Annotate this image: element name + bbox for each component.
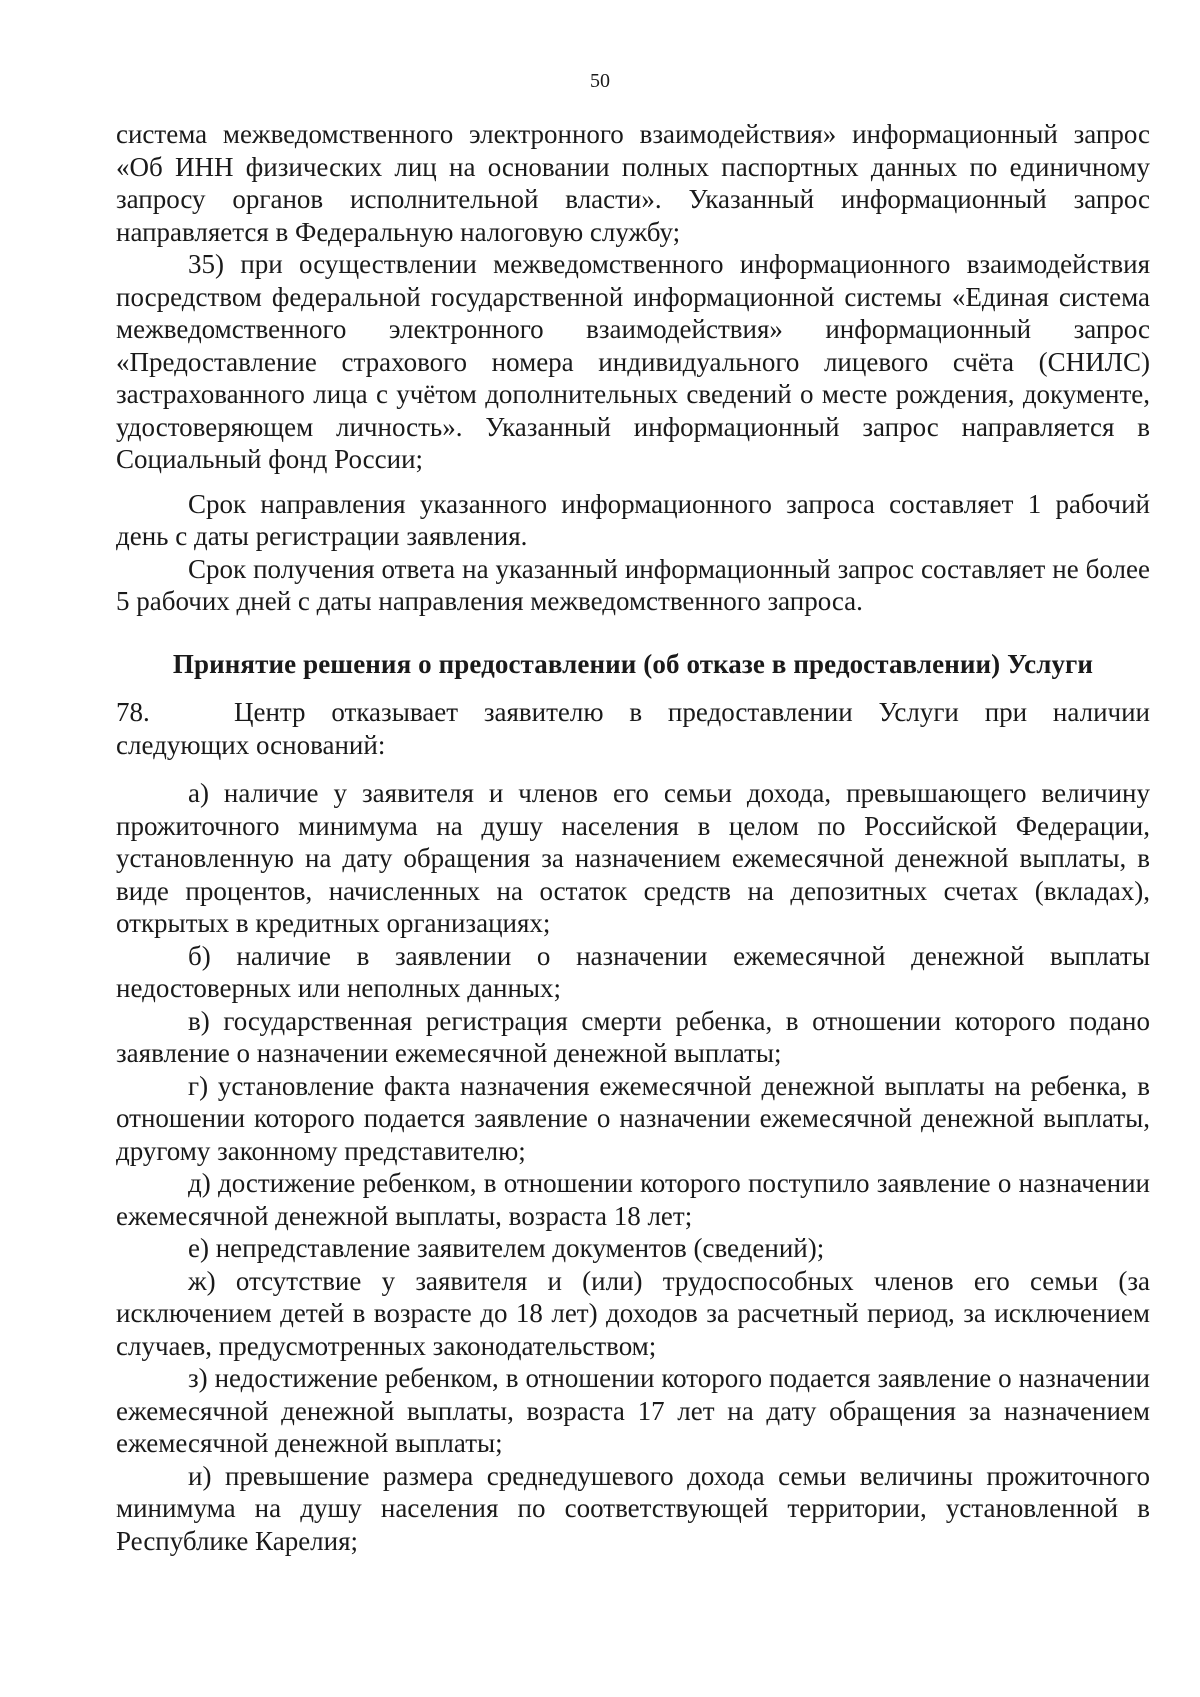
paragraph-continuation: система межведомственного электронного взаимодействия» информационный запрос «Об ИНН физических лиц на основании полных паспортных данных по единичному запросу органов исполнительной власти». Указанный информационный запрос направляется в Федеральную налоговую службу; bbox=[116, 119, 1150, 247]
section-heading: Принятие решения о предоставлении (об отказе в предоставлении) Услуги bbox=[172, 648, 1094, 679]
item-78-number: 78. bbox=[116, 697, 150, 727]
item-78-text: Центр отказывает заявителю в предоставлении Услуги при наличии следующих оснований: bbox=[116, 697, 1150, 760]
ground-item-g: г) установление факта назначения ежемесячной денежной выплаты на ребенка, в отношении которого подается заявление о назначении ежемесячной денежной выплаты, другому законному представителю; bbox=[116, 1070, 1150, 1166]
ground-item-v: в) государственная регистрация смерти ребенка, в отношении которого подано заявление о назначении ежемесячной денежной выплаты; bbox=[116, 1005, 1150, 1068]
ground-item-zh: ж) отсутствие у заявителя и (или) трудоспособных членов его семьи (за исключением детей в возрасте до 18 лет) доходов за расчетный период, за исключением случаев, предусмотренных законодательством; bbox=[116, 1265, 1150, 1361]
ground-item-b: б) наличие в заявлении о назначении ежемесячной денежной выплаты недостоверных или неполных данных; bbox=[116, 940, 1150, 1003]
ground-item-i: и) превышение размера среднедушевого дохода семьи величины прожиточного минимума на душу населения по соответствующей территории, установленной в Республике Карелия; bbox=[116, 1460, 1150, 1556]
page-number: 50 bbox=[590, 70, 610, 92]
ground-item-e: е) непредставление заявителем документов (сведений); bbox=[188, 1233, 825, 1263]
paragraph-item-35: 35) при осуществлении межведомственного информационного взаимодействия посредством федеральной государственной информационной системы «Единая система межведомственного электронного взаимодействия» информационный запрос «Предоставление страхового номера индивидуального лицевого счёта (СНИЛС) застрахованного лица с учётом дополнительных сведений о месте рождения, документе, удостоверяющем личность». Указанный информационный запрос направляется в Социальный фонд России; bbox=[116, 249, 1150, 474]
paragraph-item-78 bbox=[116, 696, 1150, 761]
document-body bbox=[116, 118, 1150, 1557]
paragraph-request-term: Срок направления указанного информационного запроса составляет 1 рабочий день с даты регистрации заявления. bbox=[116, 488, 1150, 551]
ground-item-d: д) достижение ребенком, в отношении которого поступило заявление о назначении ежемесячной денежной выплаты, возраста 18 лет; bbox=[116, 1168, 1150, 1231]
ground-item-a: а) наличие у заявителя и членов его семьи дохода, превышающего величину прожиточного минимума на душу населения в целом по Российской Федерации, установленную на дату обращения за назначением ежемесячной денежной выплаты, в виде процентов, начисленных на остаток средств на депозитных счетах (вкладах), открытых в кредитных организациях; bbox=[116, 778, 1150, 938]
ground-item-z: з) недостижение ребенком, в отношении которого подается заявление о назначении ежемесячной денежной выплаты, возраста 17 лет на дату обращения за назначением ежемесячной денежной выплаты; bbox=[116, 1363, 1150, 1458]
paragraph-response-term: Срок получения ответа на указанный информационный запрос составляет не более 5 рабочих дней с даты направления межведомственного запроса. bbox=[116, 553, 1150, 616]
